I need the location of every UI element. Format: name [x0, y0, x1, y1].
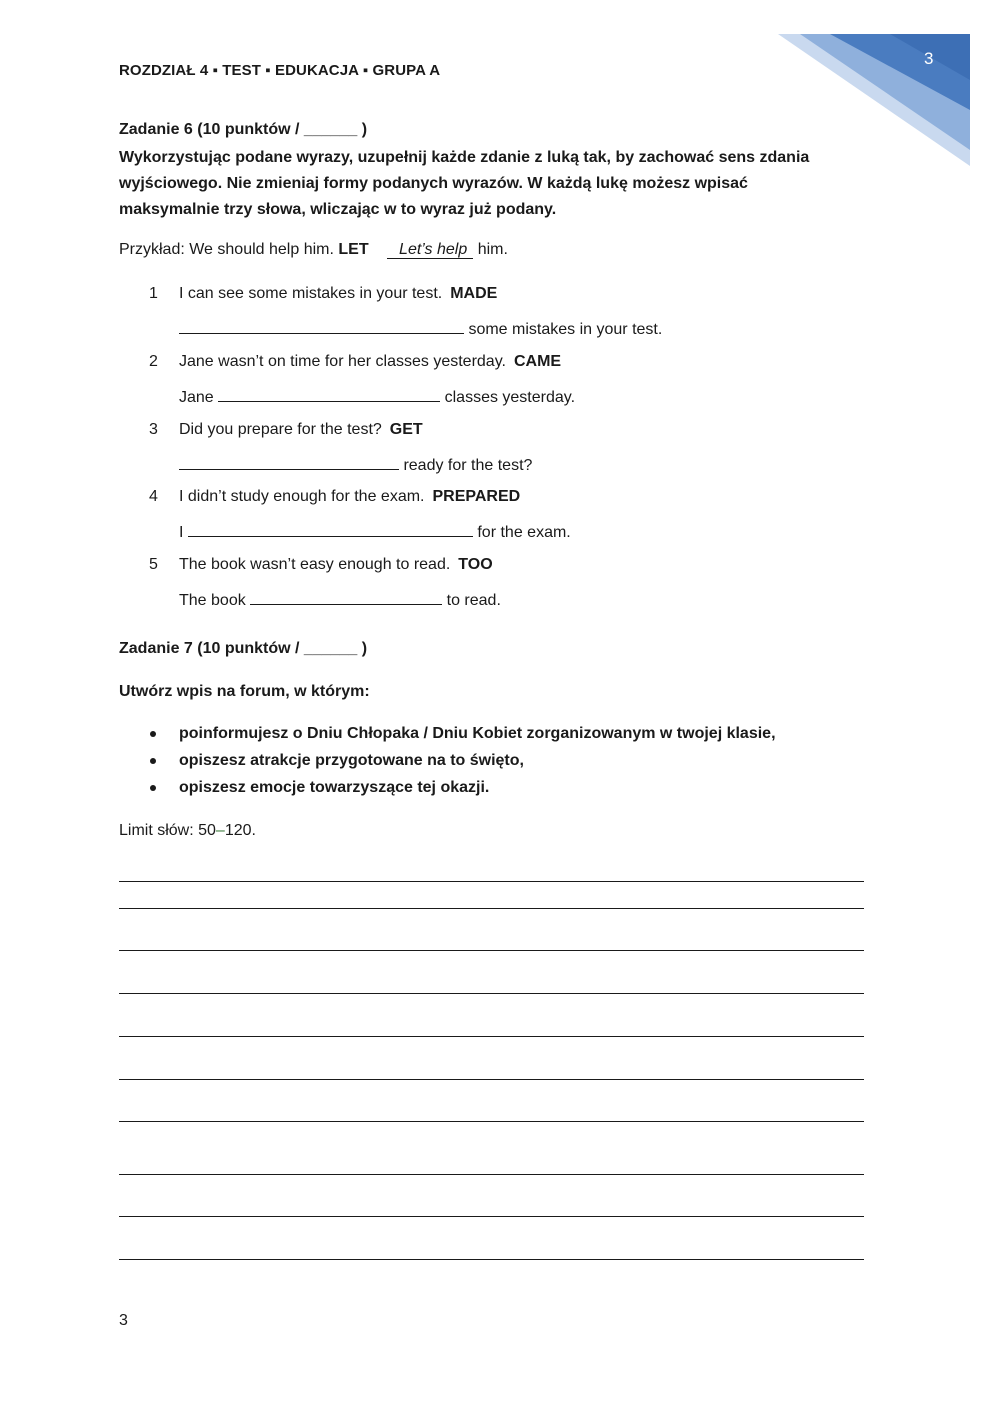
- page-number-top: 3: [924, 49, 934, 68]
- item-sentence: I didn’t study enough for the exam. PREPARED: [179, 488, 521, 505]
- item-gap-line: ready for the test?: [179, 455, 532, 475]
- example-label: Przykład: We should help him.: [119, 241, 334, 258]
- word-limit: Limit słów: 50–120.: [119, 822, 256, 839]
- example-answer: Let’s help: [387, 241, 473, 259]
- bullet-icon: [150, 731, 156, 737]
- example-line: [119, 241, 508, 259]
- item-number: 2: [149, 353, 158, 370]
- writing-line[interactable]: [119, 1216, 864, 1217]
- item-gap-line: some mistakes in your test.: [179, 319, 662, 339]
- item-sentence: I can see some mistakes in your test. MADE: [179, 285, 498, 302]
- item-keyword: MADE: [450, 285, 498, 302]
- writing-line[interactable]: [119, 950, 864, 951]
- item-sentence: Did you prepare for the test? GET: [179, 421, 423, 438]
- item-keyword: TOO: [458, 556, 493, 573]
- item-sentence: Jane wasn’t on time for her classes yesterday. CAME: [179, 353, 562, 370]
- answer-blank[interactable]: [179, 319, 464, 334]
- item-gap-line: Jane classes yesterday.: [179, 389, 576, 406]
- writing-line[interactable]: [119, 1174, 864, 1175]
- item-sentence: The book wasn’t easy enough to read. TOO: [179, 556, 493, 573]
- item-keyword: PREPARED: [432, 488, 521, 505]
- writing-line[interactable]: [119, 908, 864, 909]
- example-keyword: LET: [338, 241, 369, 258]
- writing-line[interactable]: [119, 1079, 864, 1080]
- example-after: him.: [477, 241, 508, 258]
- item-keyword: GET: [389, 421, 423, 438]
- item-number: 4: [149, 488, 158, 505]
- task6-title: Zadanie 6 (10 punktów / ______ ): [119, 121, 368, 138]
- item-gap-line: The book to read.: [179, 592, 501, 609]
- writing-line[interactable]: [119, 1121, 864, 1122]
- answer-blank[interactable]: [188, 522, 473, 537]
- item-keyword: CAME: [513, 353, 562, 370]
- writing-line[interactable]: [119, 1259, 864, 1260]
- bullet-icon: [150, 758, 156, 764]
- answer-blank[interactable]: [250, 590, 442, 605]
- item-number: 1: [149, 285, 158, 302]
- answer-blank[interactable]: [218, 387, 440, 402]
- page-number-footer: 3: [119, 1312, 128, 1329]
- writing-line[interactable]: [119, 881, 864, 882]
- document-header: ROZDZIAŁ 4 ▪ TEST ▪ EDUKACJA ▪ GRUPA A: [119, 62, 441, 79]
- writing-line[interactable]: [119, 993, 864, 994]
- item-number: 5: [149, 556, 158, 573]
- task7-title: Zadanie 7 (10 punktów / ______ ): [119, 640, 368, 657]
- item-gap-line: I for the exam.: [179, 524, 571, 541]
- task7-instruction: Utwórz wpis na forum, w którym:: [119, 683, 370, 700]
- item-number: 3: [149, 421, 158, 438]
- answer-blank[interactable]: [179, 455, 399, 470]
- writing-line[interactable]: [119, 1036, 864, 1037]
- bullet-icon: [150, 785, 156, 791]
- task6-instruction: Wykorzystując podane wyrazy, uzupełnij każde zdanie z luką tak, by zachować sens zdania wyjściowego. Nie zmieniaj formy podanych wyrazów. W każdą lukę możesz wpisać maksymalnie trzy słowa, wliczając w to wyraz już podany.: [119, 149, 810, 218]
